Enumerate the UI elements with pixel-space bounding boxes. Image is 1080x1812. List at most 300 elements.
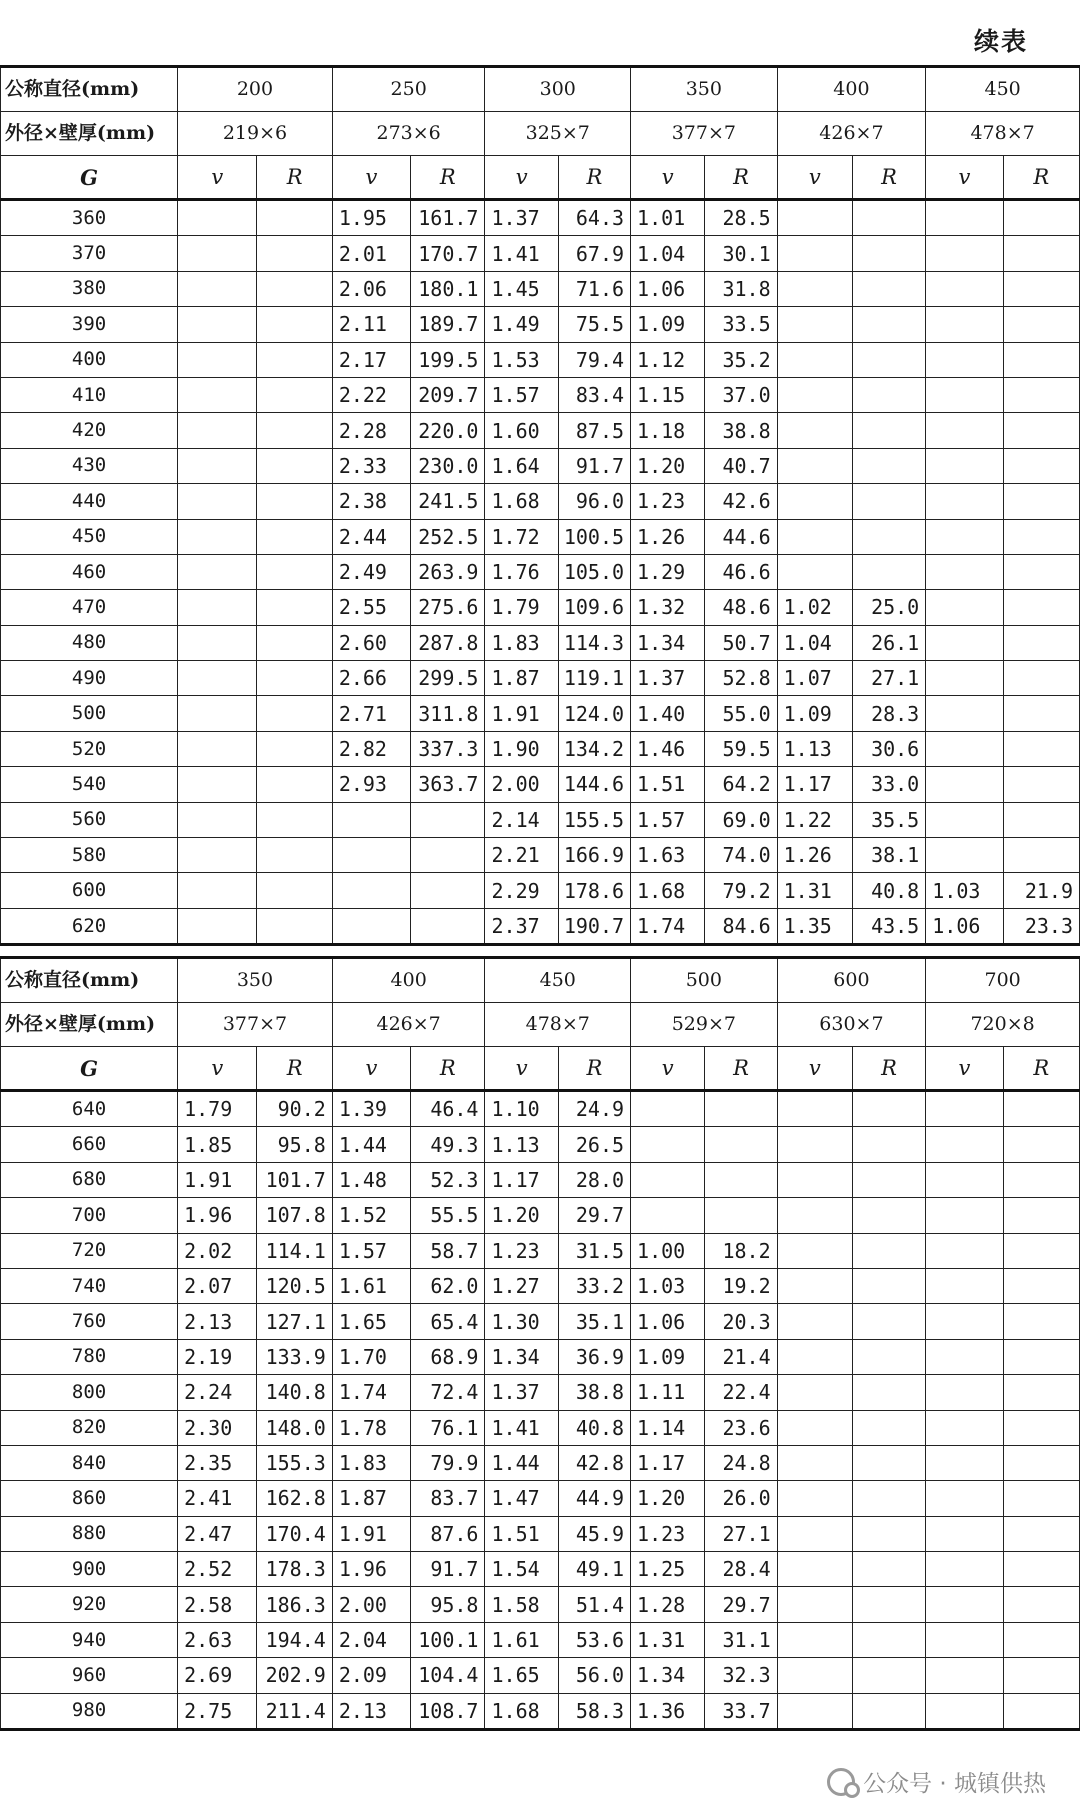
velocity-cell: 1.14 xyxy=(631,1410,705,1445)
outer-wall-value: 720×8 xyxy=(926,1003,1080,1047)
velocity-cell xyxy=(178,590,257,625)
flow-g-cell: 780 xyxy=(1,1339,178,1374)
friction-cell: 186.3 xyxy=(257,1587,332,1622)
friction-cell: 20.3 xyxy=(705,1304,777,1339)
velocity-cell: 1.95 xyxy=(332,200,410,236)
friction-cell xyxy=(411,802,485,837)
velocity-cell: 1.96 xyxy=(332,1552,410,1587)
friction-cell xyxy=(852,484,925,519)
friction-cell: 29.7 xyxy=(705,1587,777,1622)
velocity-cell xyxy=(926,1198,1003,1233)
r-symbol: R xyxy=(558,1047,630,1091)
velocity-cell xyxy=(777,1445,852,1480)
outer-wall-value: 478×7 xyxy=(485,1003,631,1047)
flow-g-cell: 600 xyxy=(1,873,178,908)
friction-cell: 144.6 xyxy=(558,767,630,802)
velocity-cell: 1.04 xyxy=(777,625,852,660)
friction-cell xyxy=(852,1339,925,1374)
friction-cell: 140.8 xyxy=(257,1375,332,1410)
velocity-cell: 1.91 xyxy=(178,1162,257,1197)
friction-cell xyxy=(852,1516,925,1551)
velocity-cell xyxy=(777,1410,852,1445)
friction-cell: 26.5 xyxy=(558,1127,630,1162)
friction-cell: 58.7 xyxy=(411,1233,485,1268)
flow-g-cell: 560 xyxy=(1,802,178,837)
velocity-cell: 1.48 xyxy=(332,1162,410,1197)
flow-g-cell: 720 xyxy=(1,1233,178,1268)
velocity-cell xyxy=(178,731,257,766)
flow-g-cell: 960 xyxy=(1,1658,178,1693)
flow-g-cell: 540 xyxy=(1,767,178,802)
velocity-cell xyxy=(926,413,1003,448)
velocity-cell xyxy=(777,413,852,448)
friction-cell: 23.6 xyxy=(705,1410,777,1445)
v-symbol: v xyxy=(178,1047,257,1091)
friction-cell xyxy=(1003,1339,1079,1374)
velocity-cell xyxy=(777,554,852,589)
velocity-cell: 1.74 xyxy=(631,908,705,944)
flow-g-cell: 450 xyxy=(1,519,178,554)
velocity-cell xyxy=(777,342,852,377)
friction-cell: 28.4 xyxy=(705,1552,777,1587)
outer-wall-value: 426×7 xyxy=(777,112,926,156)
v-symbol: v xyxy=(631,1047,705,1091)
velocity-cell: 1.00 xyxy=(631,1233,705,1268)
velocity-cell xyxy=(777,307,852,342)
velocity-cell: 1.52 xyxy=(332,1198,410,1233)
r-symbol: R xyxy=(1003,1047,1079,1091)
velocity-cell: 1.87 xyxy=(485,661,558,696)
velocity-cell xyxy=(178,802,257,837)
nominal-diameter-label: 公称直径(mm) xyxy=(1,958,178,1003)
outer-wall-value: 325×7 xyxy=(485,112,631,156)
velocity-cell: 1.37 xyxy=(631,661,705,696)
flow-g-cell: 580 xyxy=(1,838,178,873)
velocity-cell: 1.09 xyxy=(631,1339,705,1374)
velocity-cell: 1.91 xyxy=(332,1516,410,1551)
friction-cell: 55.5 xyxy=(411,1198,485,1233)
velocity-cell: 2.00 xyxy=(485,767,558,802)
friction-cell: 38.1 xyxy=(852,838,925,873)
velocity-cell: 1.12 xyxy=(631,342,705,377)
velocity-cell: 1.18 xyxy=(631,413,705,448)
velocity-cell: 1.35 xyxy=(777,908,852,944)
friction-cell xyxy=(852,1198,925,1233)
table-row xyxy=(1,661,1080,696)
velocity-cell: 1.37 xyxy=(485,200,558,236)
velocity-cell: 1.30 xyxy=(485,1304,558,1339)
velocity-cell: 1.65 xyxy=(485,1658,558,1693)
friction-cell xyxy=(852,342,925,377)
velocity-cell xyxy=(926,1587,1003,1622)
friction-cell xyxy=(257,271,332,306)
velocity-cell xyxy=(926,307,1003,342)
velocity-cell: 1.37 xyxy=(485,1375,558,1410)
friction-cell: 100.5 xyxy=(558,519,630,554)
friction-cell xyxy=(1003,767,1079,802)
velocity-cell: 2.38 xyxy=(332,484,410,519)
velocity-cell xyxy=(777,1162,852,1197)
friction-cell: 230.0 xyxy=(411,448,485,483)
velocity-cell: 1.63 xyxy=(631,838,705,873)
flow-g-cell: 520 xyxy=(1,731,178,766)
velocity-cell: 1.34 xyxy=(485,1339,558,1374)
friction-cell xyxy=(1003,1693,1079,1729)
outer-wall-value: 630×7 xyxy=(777,1003,926,1047)
flow-g-cell: 640 xyxy=(1,1091,178,1127)
friction-cell: 211.4 xyxy=(257,1693,332,1729)
r-symbol: R xyxy=(1003,156,1079,200)
friction-cell xyxy=(852,448,925,483)
velocity-cell: 2.37 xyxy=(485,908,558,944)
flow-g-cell: 740 xyxy=(1,1268,178,1303)
velocity-cell: 1.79 xyxy=(178,1091,257,1127)
velocity-cell: 1.07 xyxy=(777,661,852,696)
friction-cell: 189.7 xyxy=(411,307,485,342)
velocity-cell: 2.82 xyxy=(332,731,410,766)
velocity-cell: 1.22 xyxy=(777,802,852,837)
velocity-cell xyxy=(926,1268,1003,1303)
velocity-cell: 1.72 xyxy=(485,519,558,554)
friction-cell: 119.1 xyxy=(558,661,630,696)
table-row xyxy=(1,271,1080,306)
velocity-cell: 2.71 xyxy=(332,696,410,731)
friction-cell: 30.1 xyxy=(705,236,777,271)
friction-cell: 199.5 xyxy=(411,342,485,377)
v-symbol: v xyxy=(777,156,852,200)
velocity-cell xyxy=(777,484,852,519)
velocity-cell: 2.28 xyxy=(332,413,410,448)
friction-cell: 40.8 xyxy=(852,873,925,908)
flow-g-cell: 460 xyxy=(1,554,178,589)
velocity-cell: 1.45 xyxy=(485,271,558,306)
friction-cell: 202.9 xyxy=(257,1658,332,1693)
friction-cell xyxy=(1003,1375,1079,1410)
friction-cell: 95.8 xyxy=(257,1127,332,1162)
velocity-cell: 1.76 xyxy=(485,554,558,589)
velocity-cell: 1.85 xyxy=(178,1127,257,1162)
friction-cell: 166.9 xyxy=(558,838,630,873)
velocity-cell xyxy=(926,1658,1003,1693)
velocity-cell xyxy=(777,1658,852,1693)
velocity-cell: 1.51 xyxy=(485,1516,558,1551)
v-symbol: v xyxy=(332,156,410,200)
friction-cell xyxy=(852,413,925,448)
velocity-cell: 1.41 xyxy=(485,1410,558,1445)
velocity-cell: 1.06 xyxy=(631,271,705,306)
friction-cell: 38.8 xyxy=(558,1375,630,1410)
velocity-cell xyxy=(926,1091,1003,1127)
velocity-cell: 1.70 xyxy=(332,1339,410,1374)
friction-cell xyxy=(1003,271,1079,306)
velocity-cell: 1.20 xyxy=(631,448,705,483)
velocity-cell xyxy=(178,448,257,483)
friction-cell xyxy=(257,625,332,660)
velocity-cell xyxy=(777,1481,852,1516)
friction-cell: 29.7 xyxy=(558,1198,630,1233)
friction-cell xyxy=(852,1552,925,1587)
friction-cell xyxy=(257,200,332,236)
v-symbol: v xyxy=(332,1047,410,1091)
velocity-cell xyxy=(332,802,410,837)
velocity-cell xyxy=(777,1622,852,1657)
velocity-cell: 1.03 xyxy=(926,873,1003,908)
friction-cell xyxy=(852,1268,925,1303)
flow-g-cell: 440 xyxy=(1,484,178,519)
friction-cell: 49.1 xyxy=(558,1552,630,1587)
velocity-cell xyxy=(178,908,257,944)
table-row xyxy=(1,625,1080,660)
velocity-cell: 1.65 xyxy=(332,1304,410,1339)
velocity-cell xyxy=(926,1162,1003,1197)
friction-cell: 33.7 xyxy=(705,1693,777,1729)
friction-cell xyxy=(257,484,332,519)
velocity-cell: 1.54 xyxy=(485,1552,558,1587)
velocity-cell: 1.32 xyxy=(631,590,705,625)
flow-g-cell: 390 xyxy=(1,307,178,342)
outer-wall-value: 377×7 xyxy=(178,1003,333,1047)
friction-cell: 72.4 xyxy=(411,1375,485,1410)
velocity-cell: 1.41 xyxy=(485,236,558,271)
flow-g-cell: 380 xyxy=(1,271,178,306)
friction-cell: 27.1 xyxy=(852,661,925,696)
table-row xyxy=(1,413,1080,448)
velocity-cell xyxy=(332,908,410,944)
g-symbol: G xyxy=(1,1047,178,1091)
friction-cell xyxy=(1003,1587,1079,1622)
velocity-cell: 2.09 xyxy=(332,1658,410,1693)
velocity-cell: 2.04 xyxy=(332,1622,410,1657)
flow-g-cell: 700 xyxy=(1,1198,178,1233)
friction-cell: 109.6 xyxy=(558,590,630,625)
flow-g-cell: 500 xyxy=(1,696,178,731)
velocity-cell: 1.83 xyxy=(332,1445,410,1480)
nominal-diameter-value: 450 xyxy=(485,958,631,1003)
v-symbol: v xyxy=(631,156,705,200)
flow-g-cell: 840 xyxy=(1,1445,178,1480)
friction-cell xyxy=(257,590,332,625)
friction-cell: 299.5 xyxy=(411,661,485,696)
velocity-cell xyxy=(926,1304,1003,1339)
velocity-cell: 1.68 xyxy=(631,873,705,908)
friction-cell: 87.5 xyxy=(558,413,630,448)
friction-cell: 21.9 xyxy=(1003,873,1079,908)
velocity-cell: 1.87 xyxy=(332,1481,410,1516)
friction-cell: 178.3 xyxy=(257,1552,332,1587)
velocity-cell: 1.96 xyxy=(178,1198,257,1233)
friction-cell xyxy=(852,1693,925,1729)
friction-cell xyxy=(1003,413,1079,448)
friction-cell: 31.1 xyxy=(705,1622,777,1657)
velocity-cell: 1.61 xyxy=(332,1268,410,1303)
velocity-cell xyxy=(926,519,1003,554)
velocity-cell xyxy=(777,448,852,483)
friction-cell: 311.8 xyxy=(411,696,485,731)
friction-cell: 155.3 xyxy=(257,1445,332,1480)
friction-cell: 178.6 xyxy=(558,873,630,908)
nominal-diameter-value: 500 xyxy=(631,958,778,1003)
velocity-cell: 2.13 xyxy=(178,1304,257,1339)
r-symbol: R xyxy=(705,1047,777,1091)
velocity-cell xyxy=(631,1127,705,1162)
friction-cell: 26.0 xyxy=(705,1481,777,1516)
velocity-cell xyxy=(926,1339,1003,1374)
nominal-diameter-value: 600 xyxy=(777,958,926,1003)
velocity-cell: 2.75 xyxy=(178,1693,257,1729)
friction-cell: 84.6 xyxy=(705,908,777,944)
velocity-cell xyxy=(926,767,1003,802)
flow-g-cell: 820 xyxy=(1,1410,178,1445)
flow-g-cell: 620 xyxy=(1,908,178,944)
velocity-cell xyxy=(777,1198,852,1233)
velocity-cell: 1.36 xyxy=(631,1693,705,1729)
friction-cell: 33.0 xyxy=(852,767,925,802)
velocity-cell: 2.41 xyxy=(178,1481,257,1516)
friction-cell: 22.4 xyxy=(705,1375,777,1410)
velocity-cell xyxy=(178,696,257,731)
friction-cell xyxy=(1003,1198,1079,1233)
velocity-cell: 1.78 xyxy=(332,1410,410,1445)
friction-cell xyxy=(1003,1410,1079,1445)
r-symbol: R xyxy=(852,1047,925,1091)
friction-cell xyxy=(1003,342,1079,377)
friction-cell xyxy=(852,271,925,306)
friction-cell xyxy=(852,1587,925,1622)
velocity-cell: 1.91 xyxy=(485,696,558,731)
velocity-cell xyxy=(332,838,410,873)
friction-cell xyxy=(705,1198,777,1233)
flow-g-cell: 660 xyxy=(1,1127,178,1162)
velocity-cell xyxy=(178,484,257,519)
outer-wall-row xyxy=(1,112,1080,156)
velocity-cell: 2.69 xyxy=(178,1658,257,1693)
velocity-cell: 1.13 xyxy=(777,731,852,766)
velocity-cell: 2.49 xyxy=(332,554,410,589)
friction-cell: 134.2 xyxy=(558,731,630,766)
table-row xyxy=(1,1339,1080,1374)
velocity-cell: 1.11 xyxy=(631,1375,705,1410)
table-row xyxy=(1,1622,1080,1657)
friction-cell: 49.3 xyxy=(411,1127,485,1162)
velocity-cell: 2.14 xyxy=(485,802,558,837)
friction-cell xyxy=(852,1410,925,1445)
velocity-cell: 1.51 xyxy=(631,767,705,802)
velocity-cell xyxy=(178,767,257,802)
friction-cell: 170.4 xyxy=(257,1516,332,1551)
velocity-cell: 1.47 xyxy=(485,1481,558,1516)
velocity-cell xyxy=(777,519,852,554)
friction-cell: 69.0 xyxy=(705,802,777,837)
table-row xyxy=(1,590,1080,625)
friction-cell xyxy=(411,838,485,873)
velocity-cell xyxy=(926,838,1003,873)
velocity-cell xyxy=(926,1445,1003,1480)
nominal-diameter-row xyxy=(1,958,1080,1003)
table-row xyxy=(1,1693,1080,1729)
velocity-cell: 1.13 xyxy=(485,1127,558,1162)
flow-g-cell: 940 xyxy=(1,1622,178,1657)
table-row xyxy=(1,908,1080,944)
velocity-cell: 1.39 xyxy=(332,1091,410,1127)
friction-cell: 37.0 xyxy=(705,377,777,412)
friction-cell xyxy=(257,908,332,944)
table-row xyxy=(1,484,1080,519)
velocity-cell xyxy=(777,1091,852,1127)
flow-g-cell: 400 xyxy=(1,342,178,377)
friction-cell: 127.1 xyxy=(257,1304,332,1339)
chat-bubbles-icon xyxy=(827,1768,855,1796)
flow-g-cell: 980 xyxy=(1,1693,178,1729)
velocity-cell: 1.01 xyxy=(631,200,705,236)
friction-cell xyxy=(852,1127,925,1162)
friction-cell: 40.7 xyxy=(705,448,777,483)
friction-cell: 43.5 xyxy=(852,908,925,944)
velocity-cell: 2.33 xyxy=(332,448,410,483)
velocity-cell: 1.31 xyxy=(631,1622,705,1657)
table-row xyxy=(1,519,1080,554)
velocity-cell: 1.26 xyxy=(631,519,705,554)
friction-cell xyxy=(1003,1268,1079,1303)
velocity-cell xyxy=(178,377,257,412)
outer-wall-value: 529×7 xyxy=(631,1003,778,1047)
table-row xyxy=(1,767,1080,802)
table-row xyxy=(1,1091,1080,1127)
friction-cell: 44.9 xyxy=(558,1481,630,1516)
friction-cell xyxy=(257,802,332,837)
velocity-cell: 2.35 xyxy=(178,1445,257,1480)
table-row xyxy=(1,1268,1080,1303)
friction-cell xyxy=(257,838,332,873)
velocity-cell xyxy=(777,1304,852,1339)
velocity-cell: 1.44 xyxy=(485,1445,558,1480)
velocity-cell: 1.10 xyxy=(485,1091,558,1127)
velocity-cell: 1.57 xyxy=(485,377,558,412)
velocity-cell xyxy=(777,271,852,306)
table-row xyxy=(1,377,1080,412)
velocity-cell xyxy=(926,448,1003,483)
velocity-cell xyxy=(926,1410,1003,1445)
velocity-cell: 1.17 xyxy=(777,767,852,802)
friction-cell: 108.7 xyxy=(411,1693,485,1729)
friction-cell: 35.5 xyxy=(852,802,925,837)
friction-cell xyxy=(257,236,332,271)
velocity-cell: 1.40 xyxy=(631,696,705,731)
velocity-cell xyxy=(178,519,257,554)
friction-cell: 107.8 xyxy=(257,1198,332,1233)
friction-cell: 363.7 xyxy=(411,767,485,802)
friction-cell xyxy=(1003,625,1079,660)
velocity-cell xyxy=(926,1127,1003,1162)
velocity-cell: 2.17 xyxy=(332,342,410,377)
velocity-cell: 1.04 xyxy=(631,236,705,271)
friction-cell xyxy=(1003,731,1079,766)
velocity-cell xyxy=(926,1233,1003,1268)
velocity-cell: 1.68 xyxy=(485,484,558,519)
hydraulic-table-1 xyxy=(0,65,1080,946)
friction-cell: 79.4 xyxy=(558,342,630,377)
friction-cell xyxy=(1003,1481,1079,1516)
table-row xyxy=(1,342,1080,377)
friction-cell: 83.4 xyxy=(558,377,630,412)
friction-cell: 50.7 xyxy=(705,625,777,660)
velocity-cell xyxy=(777,1268,852,1303)
v-symbol: v xyxy=(926,1047,1003,1091)
flow-g-cell: 490 xyxy=(1,661,178,696)
velocity-cell: 1.25 xyxy=(631,1552,705,1587)
velocity-cell xyxy=(777,200,852,236)
velocity-cell xyxy=(926,1622,1003,1657)
friction-cell xyxy=(1003,696,1079,731)
